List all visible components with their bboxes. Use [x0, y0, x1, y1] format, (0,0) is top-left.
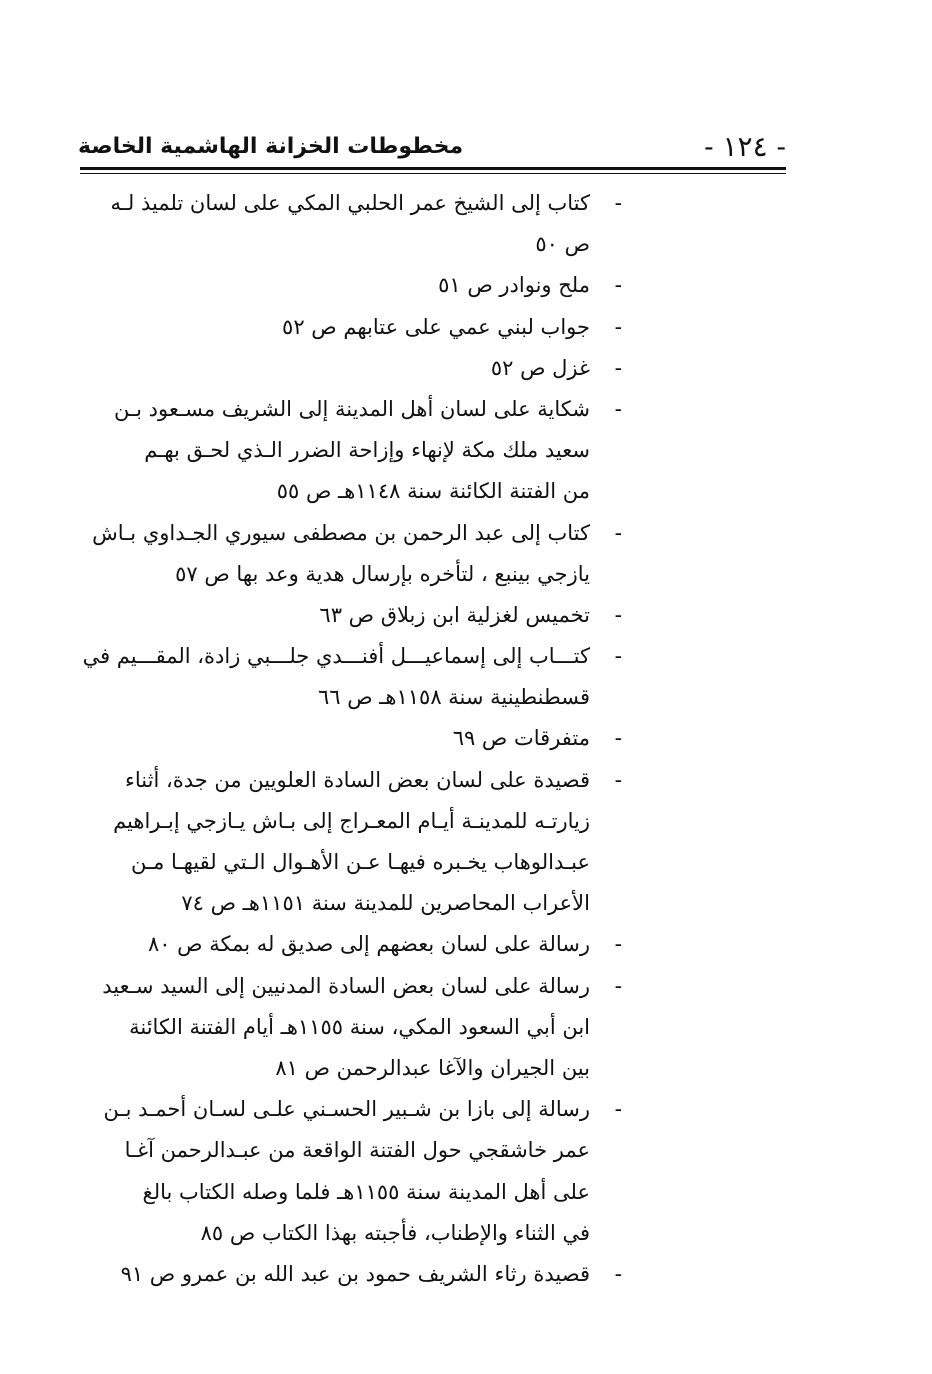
entries-list	[80, 183, 622, 1295]
page-number: - ١٢٤ -	[704, 130, 786, 163]
entry-line: تخميس لغزلية ابن زبلاق ص ٦٣	[319, 602, 590, 627]
bullet-dash: -	[614, 932, 622, 958]
header-rule-thick	[80, 167, 786, 170]
page-header	[78, 128, 786, 168]
entry-line: رسالة على لسان بعض السادة المدنيين إلى السيد سـعيد	[102, 973, 590, 998]
entry-line: ابن أبي السعود المكي، سنة ١١٥٥هـ أيام الفتنة الكائنة	[129, 1014, 590, 1039]
entry-line: كتاب إلى الشيخ عمر الحلبي المكي على لسان تلميذ لـه	[110, 191, 590, 215]
list-item	[80, 636, 622, 718]
entry-line: يازجي بينبع ، لتأخره بإرسال هدية وعد بها ص ٥٧	[175, 561, 590, 586]
entry-line: غزل ص ٥٢	[490, 355, 590, 380]
entry-line: في الثناء والإطناب، فأجبته بهذا الكتاب ص ٨٥	[200, 1220, 590, 1245]
entry-line: ص ٥٠	[535, 232, 590, 257]
entry-line: على أهل المدينة سنة ١١٥٥هـ فلما وصله الكتاب بالغ	[142, 1179, 590, 1204]
entry-line: زيارتـه للمدينـة أيـام المعـراج إلى بـاش يـازجي إبـراهيم	[113, 808, 590, 833]
header-rule-thin	[80, 173, 786, 174]
entry-line: من الفتنة الكائنة سنة ١١٤٨هـ ص ٥٥	[276, 479, 590, 504]
entry-line: ملح ونوادر ص ٥١	[438, 273, 590, 298]
entry-line: شكاية على لسان أهل المدينة إلى الشريف مسـعود بـن	[113, 396, 590, 421]
list-item	[80, 718, 622, 759]
list-item	[80, 307, 622, 348]
bullet-dash: -	[614, 726, 622, 752]
entry-line: عمر خاشقجي حول الفتنة الواقعة من عبـدالرحمن آغـا	[124, 1138, 590, 1163]
bullet-dash: -	[614, 973, 622, 999]
list-item	[80, 924, 622, 965]
entry-line: رسالة إلى بازا بن شـبير الحسـني علـى لسـان أحمـد بـن	[103, 1097, 590, 1122]
bullet-dash: -	[614, 396, 622, 422]
list-item	[80, 760, 622, 925]
entry-line: قصيدة على لسان بعض السادة العلويين من جدة، أثناء	[124, 767, 590, 792]
entry-line: بين الجيران والآغا عبدالرحمن ص ٨١	[275, 1055, 590, 1080]
list-item	[80, 966, 622, 1090]
bullet-dash: -	[614, 273, 622, 299]
list-item	[80, 265, 622, 306]
entry-line: الأعراب المحاصرين للمدينة سنة ١١٥١هـ ص ٧٤	[181, 891, 590, 916]
bullet-dash: -	[614, 1097, 622, 1123]
entry-line: عبـدالوهاب يخـبره فيهـا عـن الأهـوال الـتي لقيهـا مـن	[130, 850, 590, 874]
running-title: مخطوطات الخزانة الهاشمية الخاصة	[78, 134, 464, 159]
list-item	[80, 1254, 622, 1295]
entry-line: كتاب إلى عبد الرحمن بن مصطفى سيوري الجـداوي بـاش	[92, 520, 590, 545]
entry-line: قسطنطينية سنة ١١٥٨هـ ص ٦٦	[317, 685, 590, 710]
list-item	[80, 513, 622, 595]
list-item	[80, 595, 622, 636]
entry-line: جواب لبني عمي على عتابهم ص ٥٢	[282, 314, 590, 339]
bullet-dash: -	[614, 767, 622, 793]
bullet-dash: -	[614, 602, 622, 628]
entry-line: قصيدة رثاء الشريف حمود بن عبد الله بن عمرو ص ٩١	[120, 1261, 590, 1286]
list-item	[80, 1089, 622, 1254]
bullet-dash: -	[614, 191, 622, 216]
entry-line: سعيد ملك مكة لإنهاء وإزاحة الضرر الـذي لحـق بهـم	[144, 438, 590, 463]
entry-line: رسالة على لسان بعضهم إلى صديق له بمكة ص ٨٠	[147, 932, 590, 957]
bullet-dash: -	[614, 355, 622, 381]
list-item	[80, 389, 622, 513]
entry-line: كتـــاب إلى إسماعيـــل أفنـــدي جلـــبي زادة، المقـــيم في	[82, 644, 590, 669]
bullet-dash: -	[614, 1261, 622, 1287]
bullet-dash: -	[614, 644, 622, 670]
bullet-dash: -	[614, 520, 622, 546]
list-item	[80, 348, 622, 389]
bullet-dash: -	[614, 314, 622, 340]
entry-line: متفرقات ص ٦٩	[452, 726, 590, 751]
list-item	[80, 183, 622, 265]
